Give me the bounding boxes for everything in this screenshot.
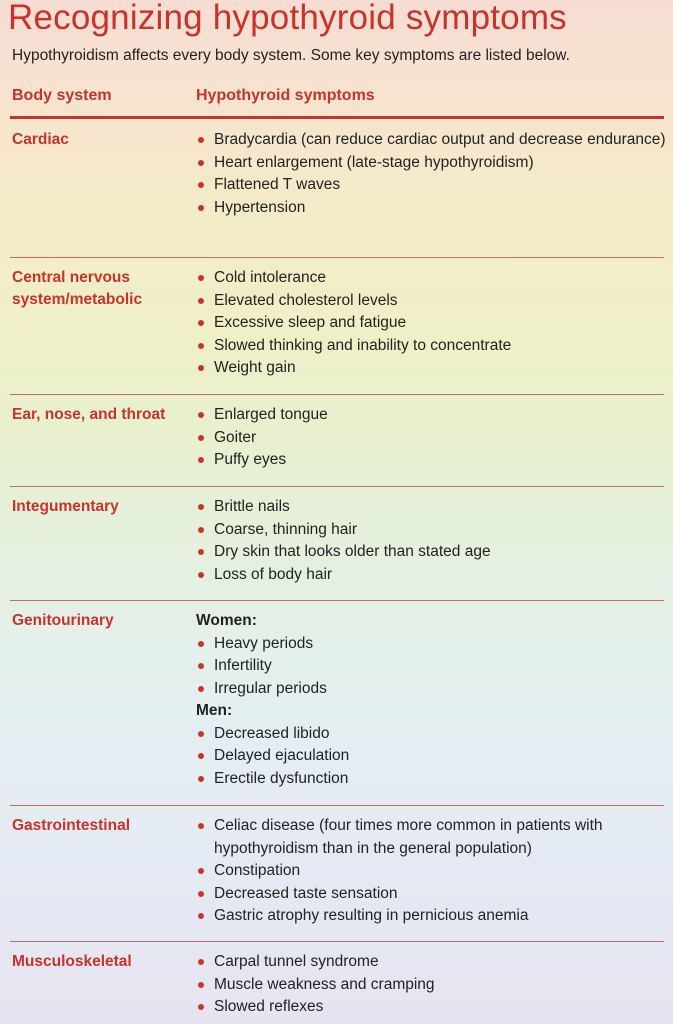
list-item xyxy=(196,996,666,1019)
list-item xyxy=(196,449,666,472)
bullet-icon xyxy=(198,549,204,555)
page-title: Recognizing hypothyroid symptoms xyxy=(8,0,567,37)
symptom-text: Delayed ejaculation xyxy=(214,747,350,764)
row-divider xyxy=(10,486,664,487)
symptom-text: Bradycardia (can reduce cardiac output and decrease endurance) xyxy=(214,131,666,148)
list-item xyxy=(196,678,666,701)
symptom-text: Weight gain xyxy=(214,359,296,376)
symptom-items xyxy=(196,267,666,380)
bullet-icon xyxy=(198,982,204,988)
symptom-items xyxy=(196,404,666,472)
symptom-text: Heart enlargement (late-stage hypothyroidism) xyxy=(214,153,534,171)
symptom-text: Goiter xyxy=(214,428,257,446)
list-item xyxy=(196,174,666,197)
symptom-items xyxy=(196,815,666,928)
bullet-icon xyxy=(198,137,204,143)
list-item xyxy=(196,496,666,519)
symptom-items xyxy=(196,633,666,701)
symptom-text: Infertility xyxy=(214,657,272,674)
row-divider xyxy=(10,394,664,395)
bullet-icon xyxy=(198,343,204,349)
symptom-list xyxy=(196,404,666,472)
list-item xyxy=(196,974,666,997)
list-item xyxy=(196,357,666,380)
header-divider xyxy=(10,116,664,119)
intro-text: Hypothyroidism affects every body system. Some key symptoms are listed below. xyxy=(12,47,570,64)
body-system-label: Genitourinary xyxy=(12,612,114,629)
list-item xyxy=(196,197,666,220)
bullet-icon xyxy=(198,527,204,533)
list-item xyxy=(196,129,666,152)
bullet-icon xyxy=(198,753,204,759)
list-item xyxy=(196,905,666,928)
symptom-text: Slowed thinking and inability to concentrate xyxy=(214,336,512,354)
list-item xyxy=(196,312,666,335)
symptom-text: Muscle weakness and cramping xyxy=(214,975,435,993)
bullet-icon xyxy=(198,572,204,578)
bullet-icon xyxy=(198,1004,204,1010)
row-divider xyxy=(10,941,664,942)
bullet-icon xyxy=(198,913,204,919)
group-label: Women: xyxy=(196,612,257,629)
list-item xyxy=(196,335,666,358)
column-header-symptoms: Hypothyroid symptoms xyxy=(196,87,375,104)
column-header-body-system: Body system xyxy=(12,87,112,104)
list-item xyxy=(196,427,666,450)
symptom-list xyxy=(196,815,666,928)
symptom-text: Celiac disease (four times more common in patients with hypothyroidism than in the general population) xyxy=(214,817,603,857)
symptom-text: Puffy eyes xyxy=(214,451,287,468)
list-item xyxy=(196,655,666,678)
row-divider xyxy=(10,600,664,601)
symptom-text: Brittle nails xyxy=(214,498,290,515)
row-divider xyxy=(10,257,664,258)
list-item xyxy=(196,267,666,290)
symptom-text: Coarse, thinning hair xyxy=(214,520,358,538)
symptom-text: Loss of body hair xyxy=(214,565,333,583)
symptom-text: Decreased taste sensation xyxy=(214,884,398,902)
list-item xyxy=(196,633,666,656)
body-system-label: Central nervous system/metabolic xyxy=(12,269,143,308)
symptom-text: Constipation xyxy=(214,862,301,879)
symptom-text: Enlarged tongue xyxy=(214,406,328,423)
symptom-text: Carpal tunnel syndrome xyxy=(214,953,379,970)
list-item xyxy=(196,951,666,974)
bullet-icon xyxy=(198,457,204,463)
list-item xyxy=(196,519,666,542)
bullet-icon xyxy=(198,298,204,304)
group-label: Men: xyxy=(196,702,233,719)
list-item xyxy=(196,883,666,906)
bullet-icon xyxy=(198,160,204,166)
bullet-icon xyxy=(198,435,204,441)
bullet-icon xyxy=(198,205,204,211)
list-item xyxy=(196,152,666,175)
symptom-text: Hypertension xyxy=(214,198,306,216)
bullet-icon xyxy=(198,823,204,829)
symptom-text: Heavy periods xyxy=(214,634,314,652)
symptom-text: Gastric atrophy resulting in pernicious anemia xyxy=(214,907,529,924)
bullet-icon xyxy=(198,320,204,326)
bullet-icon xyxy=(198,731,204,737)
bullet-icon xyxy=(198,275,204,281)
symptom-items xyxy=(196,951,666,1019)
bullet-icon xyxy=(198,891,204,897)
bullet-icon xyxy=(198,365,204,371)
symptom-list xyxy=(196,610,666,790)
symptom-text: Erectile dysfunction xyxy=(214,769,349,787)
bullet-icon xyxy=(198,686,204,692)
body-system-label: Integumentary xyxy=(12,498,119,515)
symptom-list xyxy=(196,496,666,586)
row-divider xyxy=(10,805,664,806)
bullet-icon xyxy=(198,412,204,418)
symptom-items xyxy=(196,723,666,791)
bullet-icon xyxy=(198,776,204,782)
body-system-label: Ear, nose, and throat xyxy=(12,406,166,423)
list-item xyxy=(196,860,666,883)
bullet-icon xyxy=(198,663,204,669)
body-system-label: Cardiac xyxy=(12,131,69,148)
symptom-items xyxy=(196,129,666,219)
body-system-label: Gastrointestinal xyxy=(12,817,130,834)
list-item xyxy=(196,815,666,860)
list-item xyxy=(196,541,666,564)
list-item xyxy=(196,404,666,427)
list-item xyxy=(196,290,666,313)
bullet-icon xyxy=(198,182,204,188)
bullet-icon xyxy=(198,868,204,874)
symptom-text: Excessive sleep and fatigue xyxy=(214,314,407,331)
symptom-text: Elevated cholesterol levels xyxy=(214,291,398,309)
list-item xyxy=(196,564,666,587)
symptom-text: Cold intolerance xyxy=(214,269,327,286)
symptom-list xyxy=(196,267,666,380)
symptom-text: Slowed reflexes xyxy=(214,998,324,1015)
list-item xyxy=(196,768,666,791)
list-item xyxy=(196,723,666,746)
bullet-icon xyxy=(198,504,204,510)
symptom-list xyxy=(196,951,666,1019)
symptom-text: Dry skin that looks older than stated age xyxy=(214,543,491,560)
list-item xyxy=(196,745,666,768)
symptom-text: Decreased libido xyxy=(214,724,330,742)
bullet-icon xyxy=(198,959,204,965)
symptom-text: Irregular periods xyxy=(214,679,327,697)
symptom-text: Flattened T waves xyxy=(214,176,341,193)
bullet-icon xyxy=(198,641,204,647)
symptom-list xyxy=(196,129,666,219)
symptom-items xyxy=(196,496,666,586)
body-system-label: Musculoskeletal xyxy=(12,953,132,970)
